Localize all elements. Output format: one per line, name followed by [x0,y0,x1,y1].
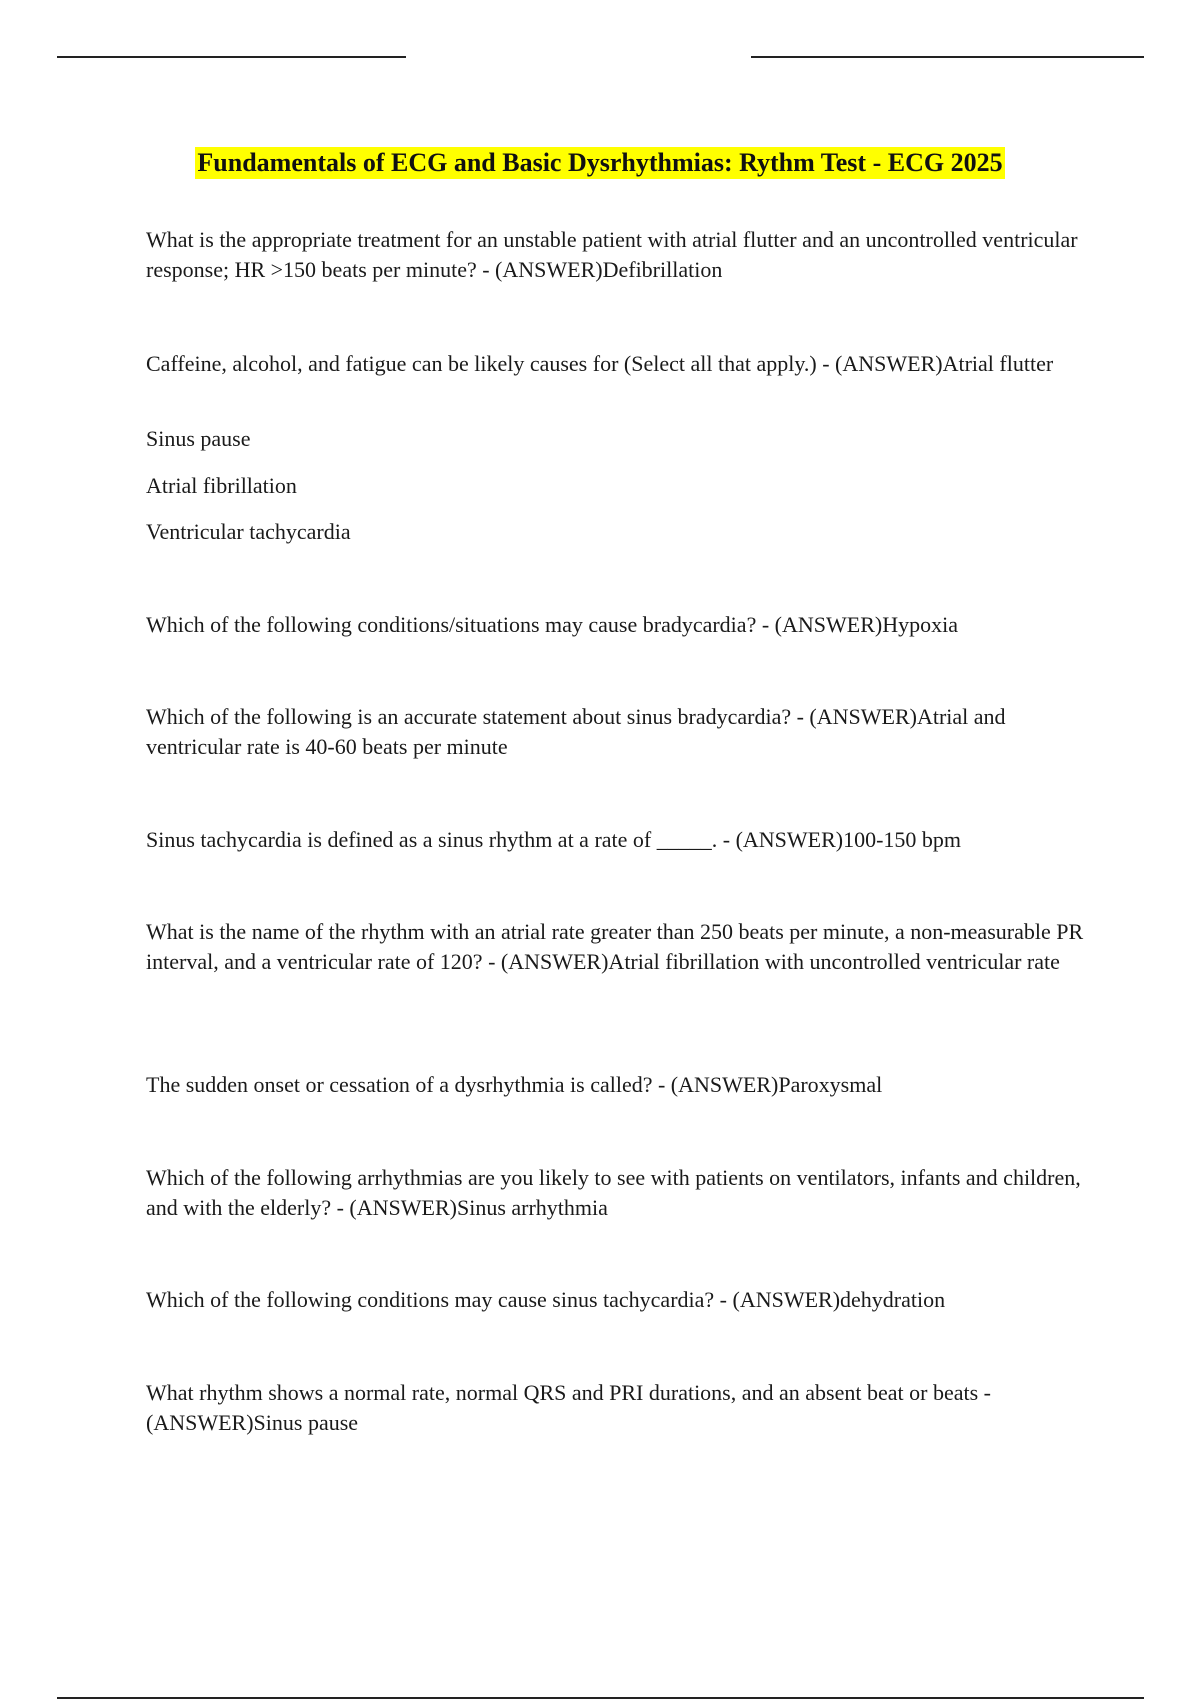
answer-option: Sinus pause [146,426,251,451]
qa-item: Which of the following conditions/situations may cause bradycardia? - (ANSWER)Hypoxia [146,612,958,637]
header-rule-right [751,56,1144,58]
header-rule-left [57,56,406,58]
title-container [0,147,1200,179]
qa-item: What rhythm shows a normal rate, normal QRS and PRI durations, and an absent beat or beats - (ANSWER)Sinus pause [146,1380,991,1435]
qa-item: Which of the following conditions may cause sinus tachycardia? - (ANSWER)dehydration [146,1287,946,1312]
qa-item: Which of the following arrhythmias are you likely to see with patients on ventilators, infants and children, and with the elderly? - (ANSWER)Sinus arrhythmia [146,1165,1081,1220]
qa-item: What is the appropriate treatment for an unstable patient with atrial flutter and an uncontrolled ventricular response; HR >150 beats per minute? - (ANSWER)Defibrillation [146,227,1078,282]
answer-option: Atrial fibrillation [146,473,297,498]
qa-item: Caffeine, alcohol, and fatigue can be likely causes for (Select all that apply.) - (ANSWER)Atrial flutter [146,351,1054,376]
qa-item: Which of the following is an accurate statement about sinus bradycardia? - (ANSWER)Atrial and ventricular rate is 40-60 beats per minute [146,704,1006,759]
qa-item: The sudden onset or cessation of a dysrhythmia is called? - (ANSWER)Paroxysmal [146,1072,883,1097]
answer-option: Ventricular tachycardia [146,519,351,544]
qa-item: What is the name of the rhythm with an atrial rate greater than 250 beats per minute, a non-measurable PR interval, and a ventricular rate of 120? - (ANSWER)Atrial fibrillation with uncontrolled ventricular rate [146,919,1084,974]
qa-item: Sinus tachycardia is defined as a sinus rhythm at a rate of _____. - (ANSWER)100-150 bpm [146,827,962,852]
document-title: Fundamentals of ECG and Basic Dysrhythmias: Rythm Test - ECG 2025 [197,148,1003,177]
footer-rule [57,1697,1144,1699]
